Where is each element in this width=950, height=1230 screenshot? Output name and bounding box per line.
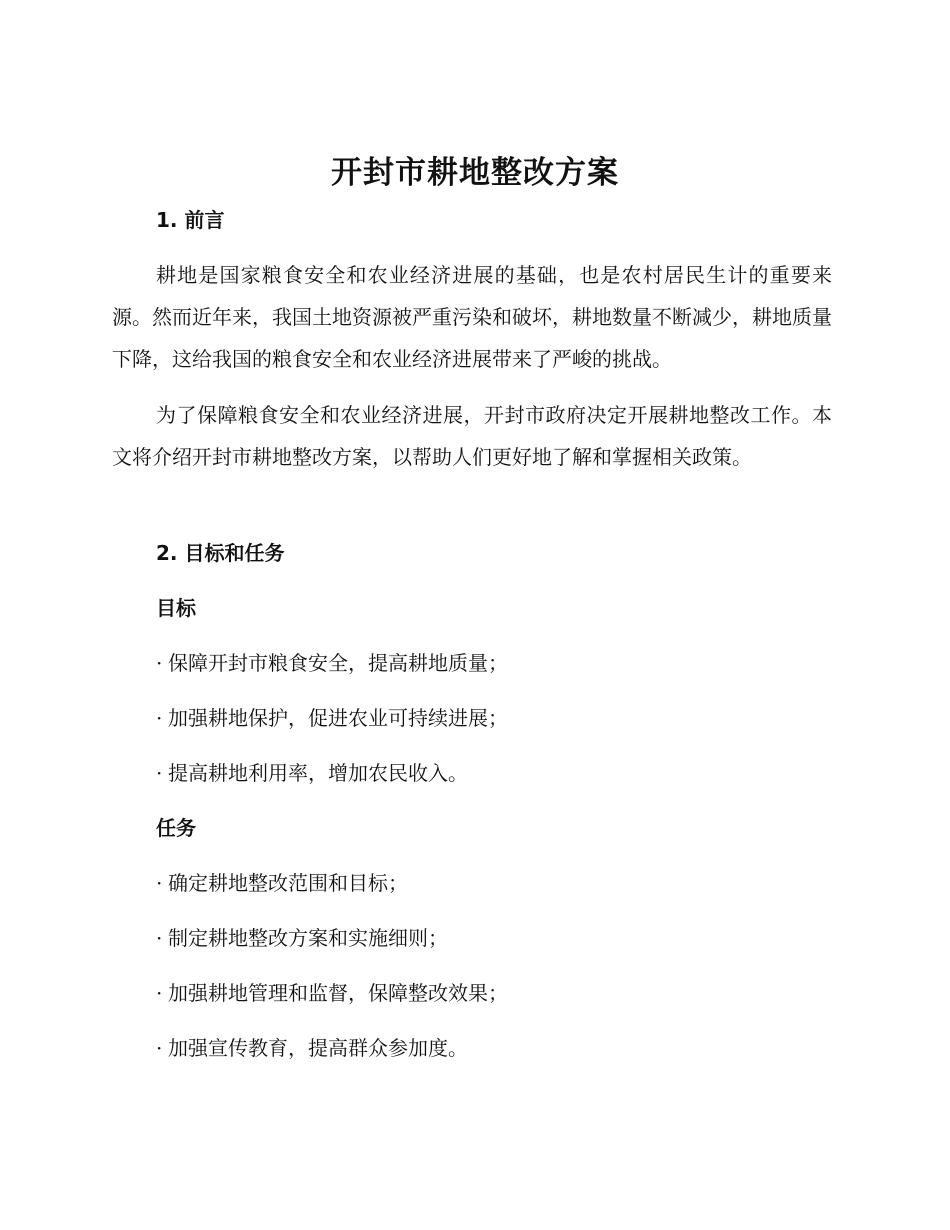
bullet-icon: · — [156, 981, 163, 1005]
list-item — [156, 1033, 468, 1063]
subheading-goals: 目标 — [156, 596, 196, 620]
list-item — [156, 648, 508, 678]
list-item-text: 加强宣传教育，提高群众参加度。 — [168, 1036, 468, 1060]
bullet-icon: · — [156, 926, 163, 950]
paragraph: 为了保障粮食安全和农业经济进展，开封市政府决定开展耕地整改工作。本文将介绍开封市耕地整改方案，以帮助人们更好地了解和掌握相关政策。 — [112, 403, 832, 469]
list-item — [156, 978, 508, 1008]
subheading-tasks: 任务 — [156, 816, 196, 840]
document-title: 开封市耕地整改方案 — [331, 155, 619, 191]
list-item — [156, 703, 508, 733]
list-item-text: 制定耕地整改方案和实施细则； — [168, 926, 448, 950]
bullet-icon: · — [156, 871, 163, 895]
section-heading-goals-tasks: 2. 目标和任务 — [156, 541, 285, 565]
bullet-icon: · — [156, 1036, 163, 1060]
list-item — [156, 868, 408, 898]
bullet-icon: · — [156, 761, 163, 785]
list-item-text: 提高耕地利用率，增加农民收入。 — [168, 761, 468, 785]
list-item-text: 加强耕地保护，促进农业可持续进展； — [168, 706, 508, 730]
bullet-icon: · — [156, 651, 163, 675]
list-item — [156, 923, 448, 953]
section-heading-preface: 1. 前言 — [156, 208, 225, 232]
list-item-text: 确定耕地整改范围和目标； — [168, 871, 408, 895]
list-item-text: 保障开封市粮食安全，提高耕地质量； — [168, 651, 508, 675]
bullet-icon: · — [156, 706, 163, 730]
list-item — [156, 758, 468, 788]
paragraph: 耕地是国家粮食安全和农业经济进展的基础，也是农村居民生计的重要来源。然而近年来，我国土地资源被严重污染和破坏，耕地数量不断减少，耕地质量下降，这给我国的粮食安全和农业经济进展带来了严峻的挑战。 — [112, 263, 832, 371]
list-item-text: 加强耕地管理和监督，保障整改效果； — [168, 981, 508, 1005]
